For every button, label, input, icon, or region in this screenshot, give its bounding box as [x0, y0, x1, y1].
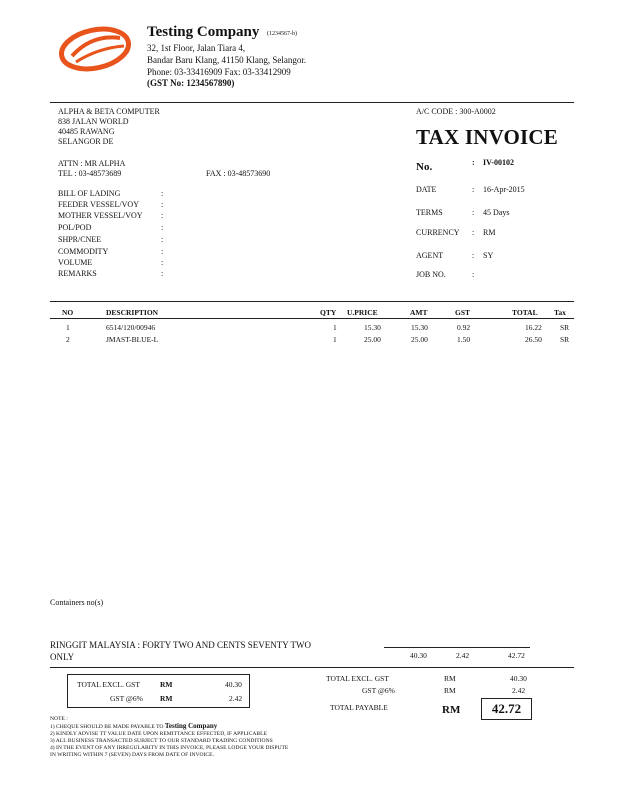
- customer-tel: TEL : 03-48573689: [58, 169, 122, 178]
- col-header-total: TOTAL: [512, 308, 538, 317]
- note-1: [50, 723, 217, 731]
- colon: :: [161, 235, 164, 244]
- total-gst-currency: RM: [444, 686, 456, 695]
- shipping-feeder-vessel: FEEDER VESSEL/VOY: [58, 200, 139, 209]
- box-excl-gst-currency: RM: [160, 680, 173, 689]
- note-4: 4) IN THE EVENT OF ANY IRREGULARITY IN THIS INVOICE, PLEASE LODGE YOUR DISPUTE: [50, 745, 289, 751]
- col-header-uprice: U.PRICE: [347, 308, 378, 317]
- company-reg-no: (1234567-b): [267, 31, 297, 37]
- customer-attn: ATTN : MR ALPHA: [58, 159, 126, 168]
- amount-in-words-cont: ONLY: [50, 652, 75, 662]
- ac-code: A/C CODE : 300-A0002: [416, 107, 496, 116]
- summary-gst: 2.42: [456, 651, 470, 660]
- customer-address-1: 838 JALAN WORLD: [58, 117, 129, 126]
- col-header-gst: GST: [455, 308, 471, 317]
- shipping-remarks: REMARKS: [58, 269, 97, 278]
- colon: :: [472, 185, 475, 194]
- shipping-bill-of-lading: BILL OF LADING: [58, 189, 121, 198]
- item-uprice: 15.30: [364, 323, 381, 332]
- company-gst-no: (GST No: 1234567890): [147, 78, 235, 88]
- item-description: JMAST-BLUE-L: [106, 335, 159, 344]
- colon: :: [161, 247, 164, 256]
- date-value: 16-Apr-2015: [483, 185, 525, 194]
- summary-total: 42.72: [508, 651, 525, 660]
- total-payable-currency: RM: [442, 704, 461, 716]
- colon: :: [472, 251, 475, 260]
- item-total: 16.22: [525, 323, 542, 332]
- note-3: 3) ALL BUSINESS TRANSACTED SUBJECT TO OUR STANDARD TRADING CONDITIONS: [50, 738, 273, 744]
- item-gst: 1.50: [457, 335, 471, 344]
- currency-value: RM: [483, 228, 496, 237]
- table-top-divider: [50, 301, 574, 302]
- box-gst-currency: RM: [160, 694, 173, 703]
- colon: :: [472, 228, 475, 237]
- total-gst-label: GST @6%: [362, 686, 395, 695]
- summary-amt: 40.30: [410, 651, 427, 660]
- shipping-commodity: COMMODITY: [58, 247, 109, 256]
- colon: :: [161, 258, 164, 267]
- colon: :: [472, 270, 475, 279]
- shipping-volume: VOLUME: [58, 258, 93, 267]
- table-header-divider: [50, 318, 574, 319]
- colon: :: [161, 200, 164, 209]
- col-header-amt: AMT: [410, 308, 428, 317]
- agent-value: SY: [483, 251, 494, 260]
- terms-value: 45 Days: [483, 208, 510, 217]
- total-excl-gst-value: 40.30: [510, 674, 527, 683]
- customer-address-3: SELANGOR DE: [58, 137, 114, 146]
- item-gst: 0.92: [457, 323, 471, 332]
- customer-name: ALPHA & BETA COMPUTER: [58, 107, 160, 116]
- total-payable-value: 42.72: [481, 698, 532, 720]
- col-header-tax: Tax: [554, 308, 566, 317]
- note-1-text: 1) CHEQUE SHOULD BE MADE PAYABLE TO: [50, 724, 165, 730]
- box-gst-label: GST @6%: [110, 694, 143, 703]
- header-divider: [50, 102, 574, 103]
- item-description: 6514/120/00946: [106, 323, 156, 332]
- item-amt: 25.00: [411, 335, 428, 344]
- item-uprice: 25.00: [364, 335, 381, 344]
- amount-in-words: RINGGIT MALAYSIA : FORTY TWO AND CENTS SEVENTY TWO: [50, 640, 311, 650]
- item-no: 2: [66, 335, 70, 344]
- box-excl-gst-label: TOTAL EXCL. GST: [77, 680, 140, 689]
- note-1-company: Testing Company: [164, 722, 218, 730]
- colon: :: [472, 208, 475, 217]
- customer-fax: FAX : 03-48573690: [206, 169, 271, 178]
- colon: :: [161, 189, 164, 198]
- agent-label: AGENT: [416, 251, 444, 260]
- invoice-title: TAX INVOICE: [416, 125, 558, 149]
- terms-label: TERMS: [416, 208, 443, 217]
- company-name: Testing Company: [147, 24, 260, 40]
- col-header-no: NO: [62, 308, 74, 317]
- item-qty: 1: [333, 323, 337, 332]
- total-payable-label: TOTAL PAYABLE: [330, 703, 388, 712]
- item-amt: 15.30: [411, 323, 428, 332]
- notes-heading: NOTE :: [50, 716, 68, 722]
- item-no: 1: [66, 323, 70, 332]
- box-excl-gst-value: 40.30: [225, 680, 242, 689]
- colon: :: [161, 223, 164, 232]
- shipping-mother-vessel: MOTHER VESSEL/VOY: [58, 211, 143, 220]
- total-excl-gst-label: TOTAL EXCL. GST: [326, 674, 389, 683]
- company-phone-fax: Phone: 03-33416909 Fax: 03-33412909: [147, 67, 291, 77]
- company-logo-icon: [58, 26, 132, 72]
- company-address-2: Bandar Baru Klang, 41150 Klang, Selangor.: [147, 55, 307, 65]
- colon: :: [161, 269, 164, 278]
- totals-divider: [50, 667, 574, 668]
- item-qty: 1: [333, 335, 337, 344]
- currency-label: CURRENCY: [416, 228, 460, 237]
- note-2: 2) KINDLY ADVISE TT VALUE DATE UPON REMITTANCE EFFECTED, IF APPLICABLE: [50, 731, 267, 737]
- customer-address-2: 40485 RAWANG: [58, 127, 115, 136]
- summary-top-line: [384, 647, 530, 648]
- invoice-no-label: No.: [416, 161, 433, 173]
- col-header-qty: QTY: [320, 308, 337, 317]
- total-gst-value: 2.42: [512, 686, 526, 695]
- shipping-pol-pod: POL/POD: [58, 223, 92, 232]
- colon: :: [472, 158, 475, 167]
- date-label: DATE: [416, 185, 437, 194]
- col-header-description: DESCRIPTION: [106, 308, 159, 317]
- total-excl-gst-currency: RM: [444, 674, 456, 683]
- containers-label: Containers no(s): [50, 598, 104, 607]
- box-gst-value: 2.42: [229, 694, 243, 703]
- invoice-no-value: IV-00102: [483, 158, 514, 167]
- job-no-label: JOB NO.: [416, 270, 446, 279]
- shipping-shpr-cnee: SHPR/CNEE: [58, 235, 102, 244]
- note-5: IN WRITING WITHIN 7 (SEVEN) DAYS FROM DATE OF INVOICE.: [50, 752, 214, 758]
- item-total: 26.50: [525, 335, 542, 344]
- company-address-1: 32, 1st Floor, Jalan Tiara 4,: [147, 43, 246, 53]
- colon: :: [161, 211, 164, 220]
- item-tax: SR: [560, 335, 570, 344]
- item-tax: SR: [560, 323, 570, 332]
